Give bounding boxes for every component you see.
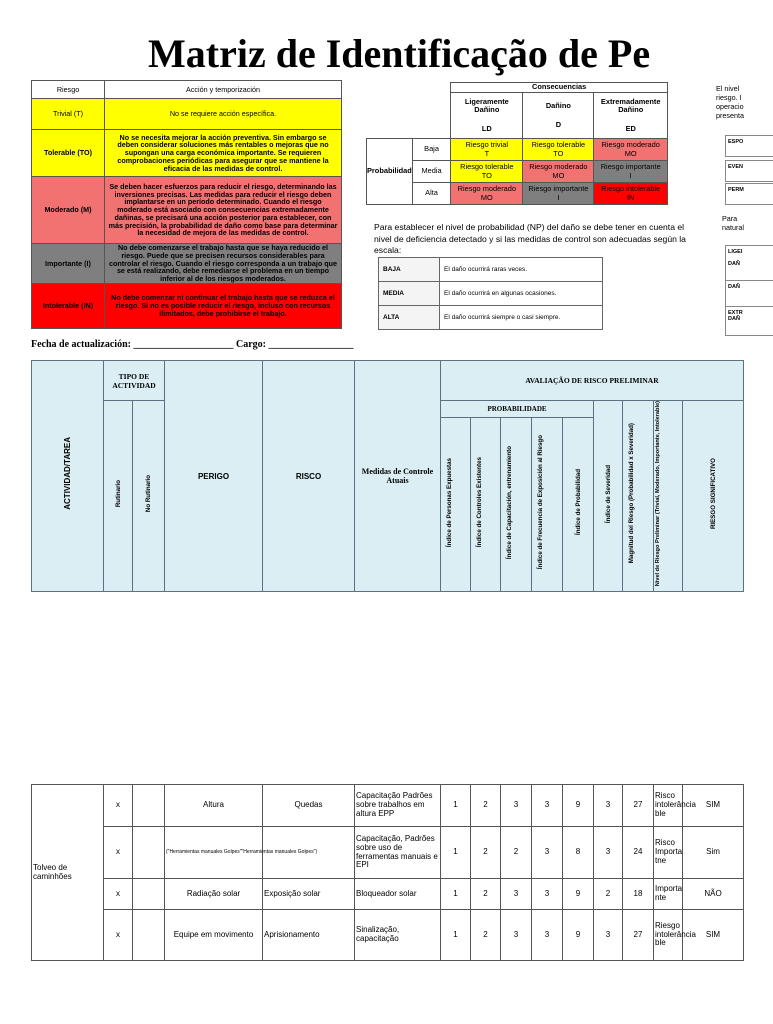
fecha-cargo-line: Fecha de actualización: ____________________ Cargo: _________________: [31, 339, 354, 350]
cell-value: 18: [623, 879, 654, 910]
right-cut-line: DAÑ: [728, 261, 740, 267]
matrix-col-ld-l2: Dañino: [474, 105, 500, 115]
right-cut-box: ESPO: [725, 135, 773, 157]
matrix-cell-text: Riesgo moderado: [601, 140, 660, 150]
header-rutinario: [104, 401, 133, 592]
legend-text-tolerable: No se necesita mejorar la acción preventiva. Sin embargo se deben considerar soluciones más rentables o mejoras que no supongan una carga económica importante. Se requieren comprobaciones periódicas para asegurar que se mantiene la eficacia de las medidas de control.: [105, 130, 342, 177]
header-significativo: [683, 401, 744, 592]
legend-text-moderado: Se deben hacer esfuerzos para reducir el riesgo, determinando las inversiones precisas. Las medidas para reducir el riesgo deben implantarse en un período determinado. Cuando el riesgo moderado está asociado con consecuencias extremadamente dañinas, se precisará una acción posterior para establecer, con más precisión, la probabilidad de daño como base para determinar la necesidad de mejora de las medidas de control.: [105, 177, 342, 244]
matrix-cell-text: Riesgo importante: [600, 162, 661, 172]
matrix-col-ed-l1: Extremadamente: [600, 97, 661, 107]
table-row: [32, 910, 744, 961]
cell-value: 2: [594, 879, 623, 910]
matrix-row-alta: Alta: [412, 183, 451, 205]
cell-value: 2: [501, 827, 532, 879]
cell-value: 3: [594, 827, 623, 879]
matrix-probabilidad: Probabilidad: [367, 139, 413, 205]
assessment-header-table: [31, 360, 744, 592]
cell-no-rutinario: [133, 785, 165, 827]
matrix-cell: [594, 183, 668, 205]
header-risco: RISCO: [263, 361, 355, 592]
right-cut-text: [716, 84, 768, 120]
header-idx-capacitacion-label: Índice de Capacitación, entrenamiento: [506, 445, 513, 559]
matrix-cell-text: Riesgo trivial: [465, 140, 508, 150]
cell-nivel: Risco Importa tne: [654, 827, 683, 879]
matrix-cell-code: TO: [553, 148, 564, 158]
matrix-col-ed: [594, 93, 668, 139]
cell-medidas: Capacitação Padrões sobre trabalhos em altura EPP: [355, 785, 441, 827]
matrix-cell-code: MO: [480, 192, 493, 202]
header-medidas: Medidas de Controle Atuais: [355, 361, 441, 592]
matrix-col-d-l1: Dañino: [545, 101, 571, 111]
cell-no-rutinario: [133, 879, 165, 910]
cell-value: 3: [532, 827, 563, 879]
cell-nivel: Importa nte: [654, 879, 683, 910]
cell-value: 2: [471, 785, 501, 827]
scale-key: BAJA: [379, 258, 440, 282]
matrix-consecuencias: Consecuencias: [451, 83, 668, 93]
matrix-cell-text: Riesgo moderado: [457, 184, 516, 194]
cell-value: 2: [471, 879, 501, 910]
matrix-cell-code: IN: [627, 192, 635, 202]
right-cut-box: [725, 306, 773, 336]
matrix-cell-code: MO: [624, 148, 637, 158]
cell-nivel: Riesgo intolerância ble: [654, 910, 683, 961]
header-idx-severidad: [594, 401, 623, 592]
legend-head-action: Acción y temporización: [105, 81, 342, 99]
header-idx-controles-label: Índice de Controles Existentes: [475, 457, 483, 548]
matrix-col-d-code: D: [555, 119, 562, 129]
header-idx-probabilidad-label: Índice de Probabilidad: [574, 469, 582, 536]
cell-medidas: Sinalização, capacitação: [355, 910, 441, 961]
cell-value: 27: [623, 910, 654, 961]
right-cut-box: EVEN: [725, 160, 773, 182]
scale-value: El daño ocurrirá en algunas ocasiones.: [440, 282, 603, 306]
header-magnitud-label: Magnitud del Riesgo (Probabilidad x Severidad): [628, 423, 635, 564]
cell-value: 9: [563, 879, 594, 910]
right-cut-box: PERM: [725, 183, 773, 205]
cell-value: 3: [594, 910, 623, 961]
cell-risco: Exposição solar: [263, 879, 355, 910]
matrix-cell-text: Riesgo intolerable: [601, 184, 661, 194]
scale-value: El daño ocurrirá siempre o casi siempre.: [440, 306, 603, 330]
right-cut-line: LIGEI: [728, 249, 743, 255]
cell-significativo: SIM: [683, 785, 744, 827]
header-actividad: [32, 361, 104, 592]
header-idx-severidad-label: Índice de Severidad: [604, 464, 612, 523]
legend-label-tolerable: Tolerable (TO): [32, 130, 105, 177]
cell-value: 3: [501, 785, 532, 827]
cell-no-rutinario: [133, 827, 165, 879]
header-perigo: PERIGO: [165, 361, 263, 592]
right-cut-box: [725, 245, 773, 281]
cell-value: 2: [471, 827, 501, 879]
cell-medidas: Capacitação, Padrões sobre uso de ferramentas manuais e EPI: [355, 827, 441, 879]
cell-value: 1: [441, 879, 471, 910]
legend-label-importante: Importante (I): [32, 244, 105, 284]
legend-label-moderado: Moderado (M): [32, 177, 105, 244]
header-nivel-label: Nivel de Riesgo Preliminar (Trivial, Moderado, Importante, Intolerable): [655, 401, 661, 587]
table-row: [32, 879, 744, 910]
cell-significativo: Sim: [683, 827, 744, 879]
scale-value: El daño ocurrirá raras veces.: [440, 258, 603, 282]
cell-value: 3: [532, 785, 563, 827]
matrix-cell-code: I: [629, 170, 632, 180]
matrix-cell-text: Riesgo tolerable: [460, 162, 514, 172]
probability-scale-table: [378, 257, 603, 330]
matrix-cell: [451, 183, 523, 205]
cell-risco: Aprisionamento: [263, 910, 355, 961]
page-title: Matriz de Identificação de Pe: [148, 31, 651, 76]
matrix-col-ld: [451, 93, 523, 139]
right-cut-line: El nivel: [716, 84, 740, 93]
header-avaliacao: AVALIAÇÃO DE RISCO PRELIMINAR: [441, 361, 744, 401]
legend-label-trivial: Trivial (T): [32, 99, 105, 130]
matrix-cell: [451, 139, 523, 161]
cell-rutinario: x: [104, 879, 133, 910]
scale-key: ALTA: [379, 306, 440, 330]
header-idx-frecuencia: [532, 418, 563, 592]
cell-rutinario: x: [104, 785, 133, 827]
matrix-cell-text: Riesgo tolerable: [531, 140, 586, 150]
cell-value: 3: [532, 879, 563, 910]
right-cut-line: EXTR: [728, 310, 743, 316]
right-cut-line: natural: [722, 223, 744, 233]
right-cut-line: Para: [722, 214, 738, 223]
cell-value: 1: [441, 785, 471, 827]
matrix-col-ed-code: ED: [625, 123, 636, 133]
right-cut-line: DAÑ: [728, 316, 740, 322]
matrix-cell: [594, 139, 668, 161]
matrix-cell: [451, 161, 523, 183]
header-idx-personas: [441, 418, 471, 592]
matrix-cell: [523, 183, 594, 205]
header-rutinario-label: Rutinario: [114, 480, 122, 508]
cell-value: 3: [532, 910, 563, 961]
cell-value: 27: [623, 785, 654, 827]
table-row: [32, 827, 744, 879]
cell-value: 8: [563, 827, 594, 879]
cell-perigo: Equipe em movimento: [165, 910, 263, 961]
cell-perigo: Radiação solar: [165, 879, 263, 910]
cell-value: 24: [623, 827, 654, 879]
header-idx-personas-label: Índice de Personas Expuestas: [445, 457, 453, 547]
header-actividad-label: ACTIVIDAD/TAREA: [63, 437, 72, 510]
header-magnitud: [623, 401, 654, 592]
right-cut-box: DAÑ: [725, 280, 773, 308]
cell-value: 3: [501, 879, 532, 910]
cell-value: 2: [471, 910, 501, 961]
matrix-cell-text: Riesgo importante: [528, 184, 589, 194]
header-probabilidade: PROBABILIDADE: [441, 401, 594, 418]
header-idx-probabilidad: [563, 418, 594, 592]
cell-nivel: Risco intolerância ble: [654, 785, 683, 827]
matrix-col-ld-code: LD: [481, 123, 492, 133]
legend-label-intolerable: Intolerable (IN): [32, 283, 105, 328]
cell-value: 3: [501, 910, 532, 961]
scale-key: MEDIA: [379, 282, 440, 306]
legend-head-risk: Riesgo: [32, 81, 105, 99]
cell-value: 9: [563, 910, 594, 961]
cell-significativo: SIM: [683, 910, 744, 961]
header-idx-frecuencia-label: Índice de Frecuencia de Exposición al Riesgo: [537, 435, 544, 570]
matrix-cell: [594, 161, 668, 183]
matrix-cell-code: I: [557, 192, 560, 202]
right-cut-line: riesgo. I: [716, 93, 742, 102]
table-row: [32, 785, 744, 827]
header-no-rutinario-label: No Rutinario: [145, 475, 152, 513]
risk-matrix-table: [366, 82, 668, 205]
cell-significativo: NÃO: [683, 879, 744, 910]
cell-value: 1: [441, 827, 471, 879]
legend-text-intolerable: No debe comenzar ni continuar el trabajo hasta que se reduzca el riesgo. Si no es posible reducir el riesgo, incluso con recursos ilimitados, debe prohibirse el trabajo.: [105, 283, 342, 328]
assessment-data-table: [31, 784, 744, 961]
header-significativo-label: RIESGO SIGNIFICATIVO: [709, 458, 717, 530]
cell-no-rutinario: [133, 910, 165, 961]
header-nivel: [654, 401, 683, 592]
matrix-col-d: [523, 93, 594, 139]
matrix-cell: [523, 161, 594, 183]
legend-text-importante: No debe comenzarse el trabajo hasta que se haya reducido el riesgo. Puede que se precisen recursos considerables para controlar el riesgo. Cuando el riesgo corresponda a un trabajo que se está realizando, debe remediarse el problema en un tiempo inferior al de los riesgos moderados.: [105, 244, 342, 284]
cell-value: 9: [563, 785, 594, 827]
matrix-col-ed-l2: Dañino: [618, 105, 644, 115]
cell-rutinario: x: [104, 910, 133, 961]
header-tipo: TIPO DE ACTIVIDAD: [104, 361, 165, 401]
cell-value: 3: [594, 785, 623, 827]
matrix-col-ld-l1: Ligeramente: [464, 97, 509, 107]
matrix-cell-code: T: [484, 148, 490, 158]
cell-perigo: ("Herramientas manuales Golpes""Herramientas manuales Golpes"): [165, 827, 263, 879]
right-cut-para: [722, 214, 744, 233]
header-idx-controles: [471, 418, 501, 592]
legend-text-trivial: No se requiere acción específica.: [105, 99, 342, 130]
cell-risco: Quedas: [263, 785, 355, 827]
right-cut-line: presenta: [716, 111, 744, 120]
matrix-row-media: Media: [412, 161, 451, 183]
matrix-cell-text: Riesgo moderado: [529, 162, 588, 172]
activity-cell: Tolveo de caminhões: [32, 785, 104, 961]
cell-perigo: Altura: [165, 785, 263, 827]
matrix-cell-code: MO: [552, 170, 565, 180]
matrix-cell-code: TO: [481, 170, 492, 180]
cell-rutinario: x: [104, 827, 133, 879]
cell-medidas: Bloqueador solar: [355, 879, 441, 910]
cell-value: 1: [441, 910, 471, 961]
matrix-cell: [523, 139, 594, 161]
header-idx-capacitacion: [501, 418, 532, 592]
probability-note: Para establecer el nivel de probabilidad (NP) del daño se debe tener en cuenta el nivel de deficiencia detectado y si las medidas de control son adecuadas según la escala:: [374, 222, 686, 256]
header-no-rutinario: [133, 401, 165, 592]
matrix-row-baja: Baja: [412, 139, 451, 161]
right-cut-line: operacio: [716, 102, 744, 111]
risk-legend-table: [31, 80, 342, 329]
